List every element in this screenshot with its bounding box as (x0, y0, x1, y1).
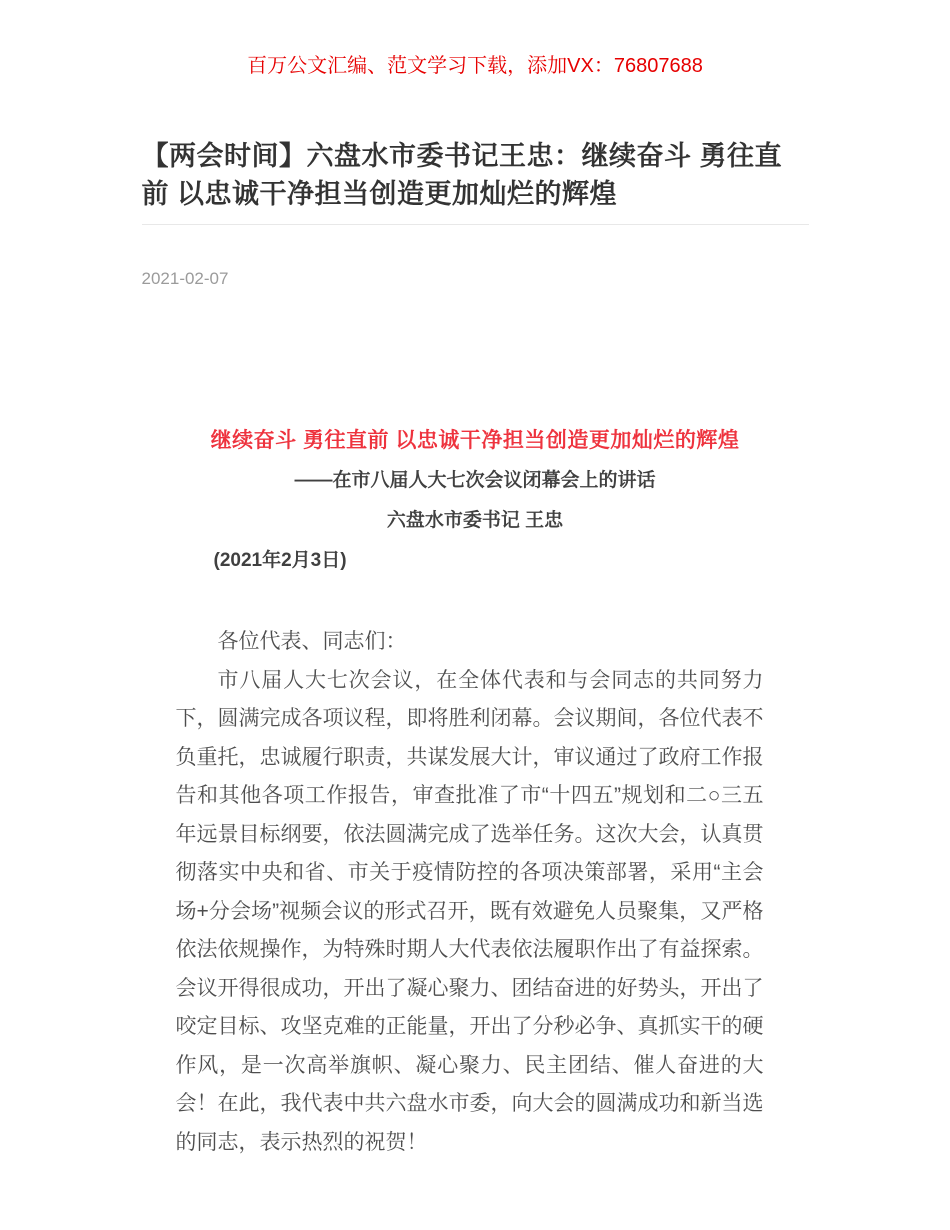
promo-banner (0, 0, 950, 79)
title-divider (142, 224, 809, 225)
speech-date: (2021年2月3日) (213, 550, 347, 571)
speech-paragraph-main: 市八届人大七次会议，在全体代表和与会同志的共同努力下，圆满完成各项议程，即将胜利闭幕。会议期间，各位代表不负重托，忠诚履行职责，共谋发展大计，审议通过了政府工作报告和其他各项工作报告，审查批准了市“十四五”规划和二○三五年远景目标纲要，依法圆满完成了选举任务。这次大会，认真贯彻落实中央和省、市关于疫情防控的各项决策部署，采用“主会场+分会场”视频会议的形式召开，既有效避免人员聚集，又严格依法依规操作，为特殊时期人大代表依法履职作出了有益探索。会议开得很成功，开出了凝心聚力、团结奋进的好势头，开出了咬定目标、攻坚克难的正能量，开出了分秒必争、真抓实干的硬作风，是一次高举旗帜、凝心聚力、民主团结、催人奋进的大会！在此，我代表中共六盘水市委，向大会的圆满成功和新当选的同志，表示热烈的祝贺！ (175, 668, 764, 1154)
speech-body (142, 421, 809, 1162)
speech-heading: 继续奋斗 勇往直前 以忠诚干净担当创造更加灿烂的辉煌 (210, 429, 740, 452)
speech-text (176, 623, 764, 1162)
speech-author: 六盘水市委书记 王忠 (386, 510, 564, 531)
page-title: 【两会时间】六盘水市委书记王忠：继续奋斗 勇往直前 以忠诚干净担当创造更加灿烂的辉煌 (141, 141, 783, 209)
speech-paragraph-greeting: 各位代表、同志们： (217, 630, 407, 653)
publish-date: 2021-02-07 (141, 269, 229, 288)
speech-subtitle: ——在市八届人大七次会议闭幕会上的讲话 (294, 470, 656, 491)
article-container (142, 137, 809, 1162)
promo-banner-text: 百万公文汇编、范文学习下载，添加VX：76807688 (247, 55, 703, 77)
